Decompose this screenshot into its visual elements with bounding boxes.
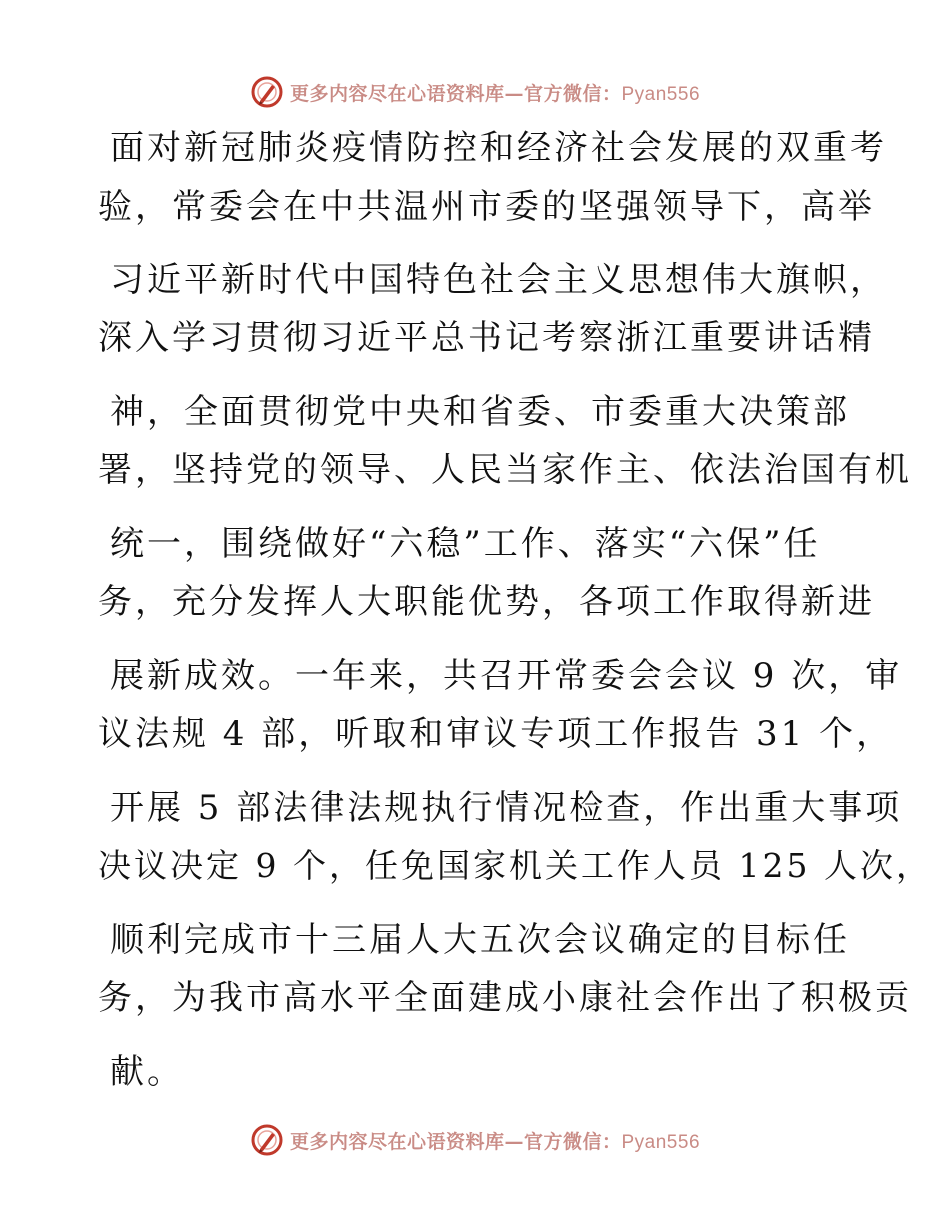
text-line: 决议决定 9 个，任免国家机关工作人员 125 人次， xyxy=(98,846,932,885)
text-line: 献。 xyxy=(110,1052,184,1092)
pen-seal-logo-icon xyxy=(250,1123,284,1157)
text-line: 神，全面贯彻党中央和省委、市委重大决策部 xyxy=(110,392,850,432)
text-line: 展新成效。一年来，共召开常委会会议 9 次，审 xyxy=(110,656,903,696)
text-line: 务，充分发挥人大职能优势，各项工作取得新进 xyxy=(98,582,875,622)
text-line: 顺利完成市十三届人大五次会议确定的目标任 xyxy=(110,920,850,960)
text-line: 面对新冠肺炎疫情防控和经济社会发展的双重考 xyxy=(110,128,887,168)
watermark-text: 更多内容尽在心语资料库—官方微信：Pyan556 xyxy=(289,1130,701,1153)
text-line: 习近平新时代中国特色社会主义思想伟大旗帜， xyxy=(110,260,887,300)
text-line: 深入学习贯彻习近平总书记考察浙江重要讲话精 xyxy=(98,318,875,358)
text-line: 开展 5 部法律法规执行情况检查，作出重大事项 xyxy=(110,788,903,828)
text-line: 务，为我市高水平全面建成小康社会作出了积极贡 xyxy=(98,978,912,1018)
footer-watermark xyxy=(0,1120,950,1160)
watermark-text: 更多内容尽在心语资料库—官方微信：Pyan556 xyxy=(289,82,701,105)
text-line: 验，常委会在中共温州市委的坚强领导下，高举 xyxy=(98,187,875,227)
text-line: 署，坚持党的领导、人民当家作主、依法治国有机 xyxy=(98,450,912,490)
text-line: 议法规 4 部，听取和审议专项工作报告 31 个， xyxy=(98,714,894,754)
text-line: 统一，围绕做好“六稳”工作、落实“六保”任 xyxy=(110,524,821,564)
